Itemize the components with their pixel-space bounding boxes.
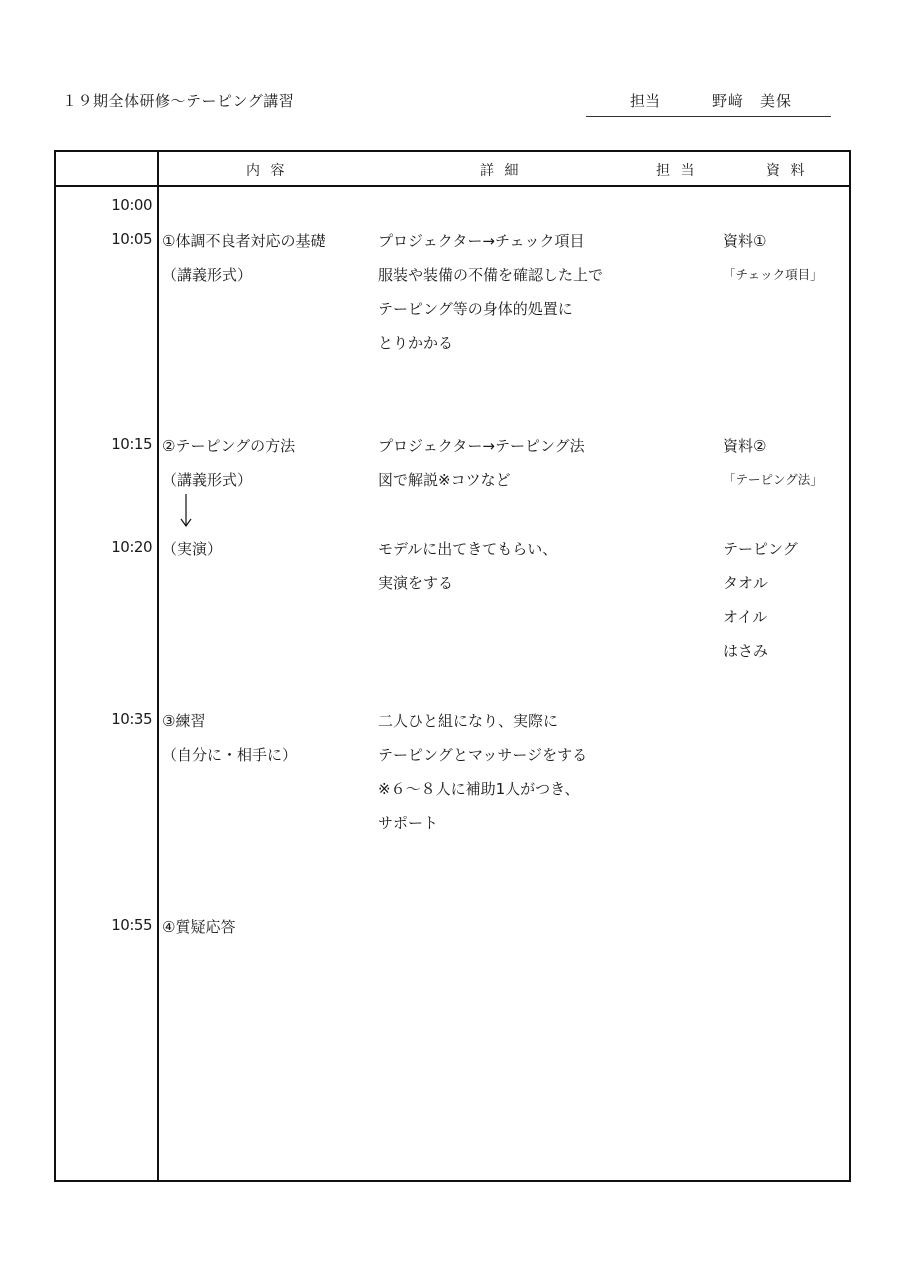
content-cell: （講義形式） (162, 266, 253, 284)
time-cell: 10:00 (111, 196, 152, 214)
detail-line: モデルに出てきてもらい、 (378, 540, 558, 558)
content-cell: （講義形式） (162, 471, 253, 489)
down-arrow-icon (178, 494, 194, 528)
time-cell: 10:15 (111, 435, 152, 453)
material-line: 「テーピング法」 (723, 472, 823, 487)
header-divider (56, 185, 849, 187)
detail-line: 二人ひと組になり、実際に (378, 712, 559, 730)
staff-label: 担当 (630, 92, 661, 110)
content-cell: （自分に・相手に） (162, 746, 298, 764)
detail-line: テーピング等の身体的処置に (378, 300, 573, 318)
material-line: テーピング (723, 540, 798, 558)
material-line: タオル (723, 574, 769, 592)
material-line: 資料① (723, 232, 767, 250)
material-line: オイル (723, 608, 768, 626)
content-cell: ①体調不良者対応の基礎 (162, 232, 326, 250)
detail-line: とりかかる (378, 334, 454, 352)
document-title: １９期全体研修～テーピング講習 (62, 92, 295, 110)
column-header-details: 詳 細 (480, 163, 522, 179)
detail-line: サポート (378, 814, 439, 832)
detail-line: テーピングとマッサージをする (378, 746, 588, 764)
material-line: はさみ (723, 642, 769, 660)
material-line: 資料② (723, 437, 767, 455)
staff-box (586, 90, 831, 117)
content-cell: ④質疑応答 (162, 918, 236, 936)
column-header-content: 内 容 (246, 163, 288, 179)
detail-line: ※６～８人に補助1人がつき、 (378, 780, 580, 798)
content-cell: ②テーピングの方法 (162, 437, 296, 455)
detail-line: 図で解説※コツなど (378, 471, 511, 489)
detail-line: 実演をする (378, 574, 454, 592)
time-cell: 10:05 (111, 230, 152, 248)
content-cell: （実演） (162, 540, 223, 558)
detail-line: プロジェクター→チェック項目 (378, 232, 585, 250)
time-cell: 10:35 (111, 710, 152, 728)
column-header-staff: 担 当 (656, 163, 698, 179)
schedule-table (54, 150, 851, 1182)
time-column-divider (157, 152, 159, 1180)
time-cell: 10:55 (111, 916, 152, 934)
detail-line: 服装や装備の不備を確認した上で (378, 266, 604, 284)
detail-line: プロジェクター→テーピング法 (378, 437, 585, 455)
time-cell: 10:20 (111, 538, 152, 556)
column-header-materials: 資 料 (766, 163, 808, 179)
content-cell: ③練習 (162, 712, 206, 730)
staff-name: 野﨑 美保 (712, 92, 793, 110)
material-line: 「チェック項目」 (723, 267, 823, 282)
